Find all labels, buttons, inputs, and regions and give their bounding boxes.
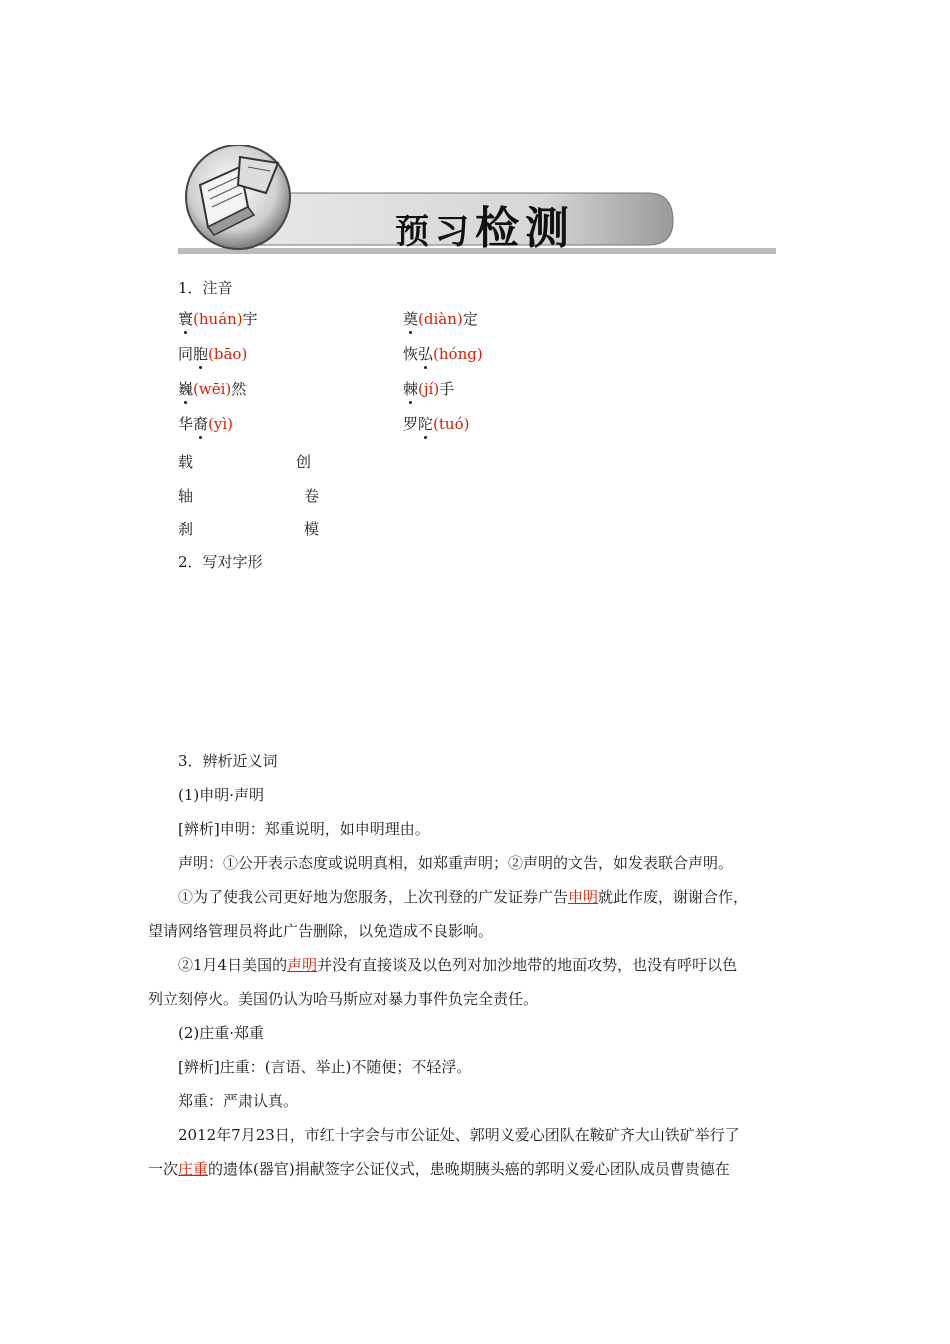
polyphone-char: 载 (178, 453, 194, 471)
highlighted-word: 声明 (287, 956, 318, 974)
pinyin-item: 奠(diàn)定 (403, 310, 478, 328)
definition-text: [辨析]庄重：(言语、举止)不随便；不轻浮。 (178, 1058, 472, 1076)
example-sentence: 一次庄重的遗体(器官)捐献签字公证仪式，患晚期胰头癌的郭明义爱心团队成员曹贵德在 (148, 1160, 730, 1178)
section-2-title: 2．写对字形 (178, 553, 263, 571)
example-sentence: ②1月4日美国的声明并没有直接谈及以色列对加沙地带的地面攻势，也没有呼吁以色 (178, 956, 738, 974)
pinyin-item: 罗陀(tuó) (403, 415, 470, 433)
highlighted-word: 庄重 (178, 1160, 209, 1178)
example-sentence: 望请网络管理员将此广告删除，以免造成不良影响。 (148, 922, 494, 940)
banner-title (395, 192, 575, 256)
pinyin-item: 棘(jí)手 (403, 380, 455, 398)
pinyin-item: 同胞(bāo) (178, 345, 248, 363)
section-3-title: 3．辨析近义词 (178, 752, 278, 770)
pinyin-item: 寰(huán)宇 (178, 310, 258, 328)
highlighted-word: 申明 (568, 888, 599, 906)
example-sentence: 2012年7月23日，市红十字会与市公证处、郭明义爱心团队在鞍矿齐大山铁矿举行了 (178, 1126, 740, 1144)
polyphone-char: 卷 (304, 487, 320, 505)
definition-text: 声明：①公开表示态度或说明真相，如郑重声明；②声明的文告，如发表联合声明。 (178, 854, 734, 872)
polyphone-char: 模 (304, 520, 320, 538)
subsection-2-title: (2)庄重·郑重 (178, 1024, 265, 1042)
example-sentence: 列立刻停火。美国仍认为哈马斯应对暴力事件负完全责任。 (148, 990, 539, 1008)
banner-title-small: 预习 (395, 212, 475, 252)
subsection-1-title: (1)申明·声明 (178, 786, 265, 804)
pinyin-item: 巍(wēi)然 (178, 380, 247, 398)
pinyin-item: 华裔(yì) (178, 415, 234, 433)
polyphone-char: 创 (296, 453, 312, 471)
definition-text: [辨析]申明：郑重说明，如申明理由。 (178, 820, 430, 838)
pinyin-item: 恢弘(hóng) (403, 345, 483, 363)
definition-text: 郑重：严肃认真。 (178, 1092, 299, 1110)
polyphone-char: 刹 (178, 520, 194, 538)
example-sentence: ①为了使我公司更好地为您服务，上次刊登的广发证券广告申明就此作废，谢谢合作， (178, 888, 749, 906)
banner-title-large: 检测 (475, 203, 575, 254)
section-1-title: 1．注音 (178, 279, 233, 297)
polyphone-char: 轴 (178, 487, 194, 505)
